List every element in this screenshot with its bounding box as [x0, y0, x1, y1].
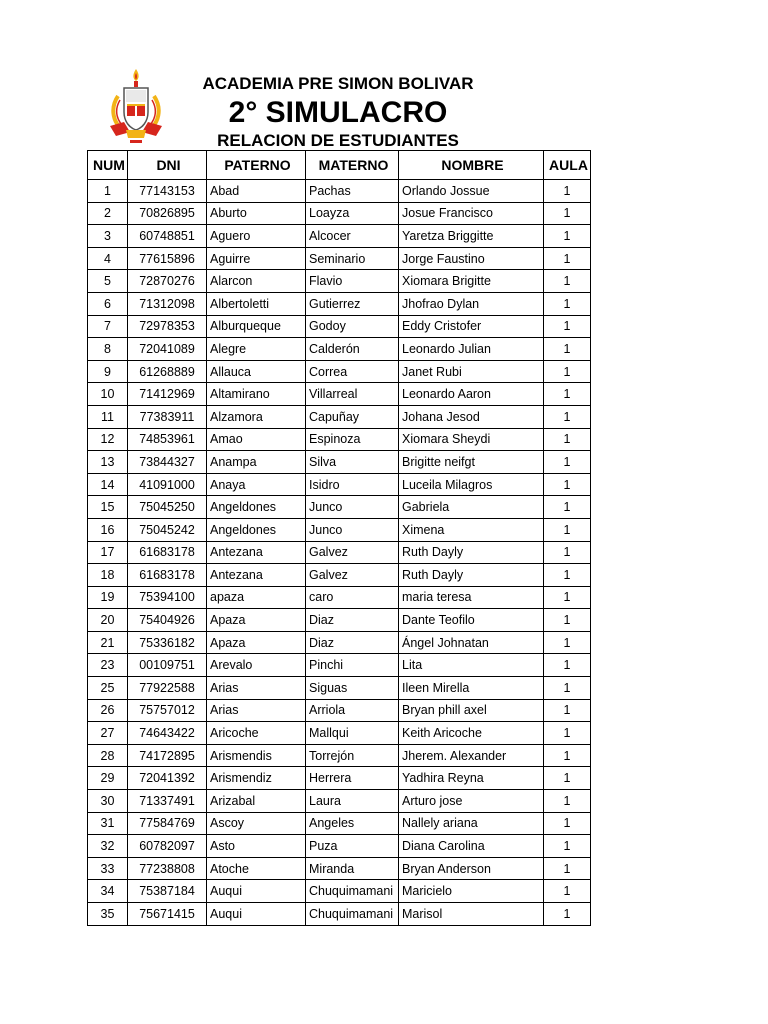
cell-dni: 77584769 — [128, 812, 207, 835]
cell-num: 12 — [88, 428, 128, 451]
cell-num: 21 — [88, 631, 128, 654]
cell-paterno: Anampa — [207, 451, 306, 474]
cell-dni: 77922588 — [128, 677, 207, 700]
cell-materno: Mallqui — [306, 722, 399, 745]
column-header-paterno: PATERNO — [207, 151, 306, 180]
cell-aula: 1 — [544, 315, 591, 338]
table-row — [88, 880, 591, 903]
cell-nombre: Leonardo Julian — [399, 338, 544, 361]
cell-paterno: Auqui — [207, 903, 306, 926]
cell-num: 19 — [88, 586, 128, 609]
cell-materno: Seminario — [306, 247, 399, 270]
table-row — [88, 677, 591, 700]
cell-num: 31 — [88, 812, 128, 835]
cell-dni: 71412969 — [128, 383, 207, 406]
cell-paterno: Apaza — [207, 631, 306, 654]
cell-dni: 75336182 — [128, 631, 207, 654]
cell-num: 35 — [88, 903, 128, 926]
cell-paterno: Arias — [207, 699, 306, 722]
cell-materno: Isidro — [306, 473, 399, 496]
cell-num: 28 — [88, 744, 128, 767]
table-row — [88, 202, 591, 225]
cell-nombre: Keith Aricoche — [399, 722, 544, 745]
cell-dni: 77238808 — [128, 857, 207, 880]
table-row — [88, 564, 591, 587]
cell-materno: Silva — [306, 451, 399, 474]
cell-nombre: maria teresa — [399, 586, 544, 609]
table-row — [88, 180, 591, 203]
cell-nombre: Janet Rubi — [399, 360, 544, 383]
cell-nombre: Jherem. Alexander — [399, 744, 544, 767]
table-row — [88, 292, 591, 315]
cell-num: 26 — [88, 699, 128, 722]
table-row — [88, 654, 591, 677]
cell-aula: 1 — [544, 835, 591, 858]
cell-nombre: Leonardo Aaron — [399, 383, 544, 406]
cell-materno: Alcocer — [306, 225, 399, 248]
cell-aula: 1 — [544, 518, 591, 541]
cell-aula: 1 — [544, 202, 591, 225]
cell-materno: Chuquimamani — [306, 880, 399, 903]
cell-nombre: Ruth Dayly — [399, 541, 544, 564]
cell-aula: 1 — [544, 270, 591, 293]
cell-paterno: Apaza — [207, 609, 306, 632]
cell-num: 25 — [88, 677, 128, 700]
cell-dni: 75045250 — [128, 496, 207, 519]
cell-nombre: Eddy Cristofer — [399, 315, 544, 338]
cell-num: 9 — [88, 360, 128, 383]
cell-aula: 1 — [544, 880, 591, 903]
cell-aula: 1 — [544, 903, 591, 926]
cell-paterno: Aguero — [207, 225, 306, 248]
cell-aula: 1 — [544, 292, 591, 315]
table-row — [88, 518, 591, 541]
table-row — [88, 451, 591, 474]
cell-paterno: Abad — [207, 180, 306, 203]
cell-dni: 75671415 — [128, 903, 207, 926]
cell-dni: 75387184 — [128, 880, 207, 903]
cell-nombre: Arturo jose — [399, 790, 544, 813]
cell-nombre: Maricielo — [399, 880, 544, 903]
table-row — [88, 247, 591, 270]
cell-dni: 75045242 — [128, 518, 207, 541]
cell-num: 17 — [88, 541, 128, 564]
cell-aula: 1 — [544, 473, 591, 496]
cell-num: 27 — [88, 722, 128, 745]
table-row — [88, 631, 591, 654]
cell-dni: 41091000 — [128, 473, 207, 496]
table-row — [88, 473, 591, 496]
table-row — [88, 496, 591, 519]
cell-num: 20 — [88, 609, 128, 632]
cell-num: 32 — [88, 835, 128, 858]
cell-paterno: Allauca — [207, 360, 306, 383]
cell-nombre: Marisol — [399, 903, 544, 926]
cell-materno: Galvez — [306, 541, 399, 564]
column-header-nombre: NOMBRE — [399, 151, 544, 180]
cell-materno: Godoy — [306, 315, 399, 338]
cell-dni: 74643422 — [128, 722, 207, 745]
cell-materno: Flavio — [306, 270, 399, 293]
cell-num: 7 — [88, 315, 128, 338]
cell-materno: Siguas — [306, 677, 399, 700]
cell-dni: 74172895 — [128, 744, 207, 767]
cell-dni: 72041089 — [128, 338, 207, 361]
cell-aula: 1 — [544, 586, 591, 609]
cell-nombre: Jorge Faustino — [399, 247, 544, 270]
table-row — [88, 225, 591, 248]
cell-paterno: Auqui — [207, 880, 306, 903]
cell-nombre: Luceila Milagros — [399, 473, 544, 496]
table-row — [88, 315, 591, 338]
cell-materno: Angeles — [306, 812, 399, 835]
cell-aula: 1 — [544, 767, 591, 790]
cell-paterno: Atoche — [207, 857, 306, 880]
cell-materno: Laura — [306, 790, 399, 813]
cell-num: 14 — [88, 473, 128, 496]
cell-num: 10 — [88, 383, 128, 406]
cell-aula: 1 — [544, 541, 591, 564]
cell-dni: 72978353 — [128, 315, 207, 338]
cell-paterno: Arismendis — [207, 744, 306, 767]
table-row — [88, 699, 591, 722]
cell-paterno: Arizabal — [207, 790, 306, 813]
cell-aula: 1 — [544, 428, 591, 451]
cell-paterno: Alarcon — [207, 270, 306, 293]
cell-num: 13 — [88, 451, 128, 474]
column-header-materno: MATERNO — [306, 151, 399, 180]
cell-nombre: Nallely ariana — [399, 812, 544, 835]
cell-nombre: Bryan phill axel — [399, 699, 544, 722]
cell-materno: Calderón — [306, 338, 399, 361]
cell-materno: Torrejón — [306, 744, 399, 767]
table-row — [88, 609, 591, 632]
cell-dni: 77143153 — [128, 180, 207, 203]
cell-paterno: Antezana — [207, 564, 306, 587]
cell-dni: 61683178 — [128, 564, 207, 587]
cell-nombre: Gabriela — [399, 496, 544, 519]
cell-num: 23 — [88, 654, 128, 677]
cell-dni: 73844327 — [128, 451, 207, 474]
cell-materno: Capuñay — [306, 405, 399, 428]
cell-nombre: Diana Carolina — [399, 835, 544, 858]
table-row — [88, 405, 591, 428]
cell-dni: 70826895 — [128, 202, 207, 225]
cell-dni: 61268889 — [128, 360, 207, 383]
cell-nombre: Bryan Anderson — [399, 857, 544, 880]
cell-materno: Arriola — [306, 699, 399, 722]
cell-nombre: Ruth Dayly — [399, 564, 544, 587]
cell-dni: 74853961 — [128, 428, 207, 451]
cell-nombre: Orlando Jossue — [399, 180, 544, 203]
cell-dni: 71312098 — [128, 292, 207, 315]
cell-dni: 60748851 — [128, 225, 207, 248]
table-row — [88, 857, 591, 880]
cell-num: 30 — [88, 790, 128, 813]
column-header-aula: AULA — [544, 151, 591, 180]
table-row — [88, 428, 591, 451]
cell-aula: 1 — [544, 405, 591, 428]
cell-paterno: Alburqueque — [207, 315, 306, 338]
cell-nombre: Johana Jesod — [399, 405, 544, 428]
cell-paterno: Antezana — [207, 541, 306, 564]
cell-materno: Correa — [306, 360, 399, 383]
cell-nombre: Josue Francisco — [399, 202, 544, 225]
page-title: 2° SIMULACRO — [228, 96, 448, 129]
cell-aula: 1 — [544, 564, 591, 587]
cell-nombre: Ximena — [399, 518, 544, 541]
cell-aula: 1 — [544, 496, 591, 519]
table-row — [88, 903, 591, 926]
cell-paterno: Aburto — [207, 202, 306, 225]
cell-paterno: Alegre — [207, 338, 306, 361]
cell-aula: 1 — [544, 180, 591, 203]
cell-materno: Galvez — [306, 564, 399, 587]
cell-dni: 71337491 — [128, 790, 207, 813]
cell-aula: 1 — [544, 677, 591, 700]
cell-nombre: Brigitte neifgt — [399, 451, 544, 474]
cell-num: 18 — [88, 564, 128, 587]
cell-aula: 1 — [544, 699, 591, 722]
page-subtitle: RELACION DE ESTUDIANTES — [217, 131, 459, 150]
cell-aula: 1 — [544, 654, 591, 677]
cell-num: 6 — [88, 292, 128, 315]
cell-paterno: apaza — [207, 586, 306, 609]
cell-paterno: Aguirre — [207, 247, 306, 270]
cell-paterno: Albertoletti — [207, 292, 306, 315]
cell-paterno: Anaya — [207, 473, 306, 496]
cell-paterno: Aricoche — [207, 722, 306, 745]
column-header-num: NUM — [88, 151, 128, 180]
table-row — [88, 812, 591, 835]
cell-materno: Espinoza — [306, 428, 399, 451]
cell-materno: Loayza — [306, 202, 399, 225]
cell-num: 11 — [88, 405, 128, 428]
cell-aula: 1 — [544, 790, 591, 813]
table-row — [88, 541, 591, 564]
cell-nombre: Ángel Johnatan — [399, 631, 544, 654]
cell-aula: 1 — [544, 812, 591, 835]
cell-materno: Pinchi — [306, 654, 399, 677]
table-row — [88, 722, 591, 745]
cell-paterno: Arias — [207, 677, 306, 700]
cell-dni: 00109751 — [128, 654, 207, 677]
cell-dni: 72870276 — [128, 270, 207, 293]
cell-aula: 1 — [544, 631, 591, 654]
table-row — [88, 383, 591, 406]
cell-materno: Villarreal — [306, 383, 399, 406]
cell-paterno: Altamirano — [207, 383, 306, 406]
cell-num: 34 — [88, 880, 128, 903]
cell-num: 2 — [88, 202, 128, 225]
cell-nombre: Ileen Mirella — [399, 677, 544, 700]
column-header-dni: DNI — [128, 151, 207, 180]
cell-materno: Herrera — [306, 767, 399, 790]
cell-nombre: Yadhira Reyna — [399, 767, 544, 790]
cell-nombre: Yaretza Briggitte — [399, 225, 544, 248]
cell-materno: Puza — [306, 835, 399, 858]
table-row — [88, 270, 591, 293]
cell-paterno: Angeldones — [207, 518, 306, 541]
cell-dni: 75404926 — [128, 609, 207, 632]
cell-materno: Chuquimamani — [306, 903, 399, 926]
cell-materno: Diaz — [306, 609, 399, 632]
cell-paterno: Arismendiz — [207, 767, 306, 790]
table-row — [88, 790, 591, 813]
cell-num: 1 — [88, 180, 128, 203]
cell-aula: 1 — [544, 722, 591, 745]
cell-materno: Gutierrez — [306, 292, 399, 315]
cell-aula: 1 — [544, 744, 591, 767]
cell-num: 29 — [88, 767, 128, 790]
cell-paterno: Amao — [207, 428, 306, 451]
cell-materno: caro — [306, 586, 399, 609]
cell-aula: 1 — [544, 451, 591, 474]
cell-paterno: Arevalo — [207, 654, 306, 677]
cell-dni: 61683178 — [128, 541, 207, 564]
cell-dni: 75757012 — [128, 699, 207, 722]
cell-aula: 1 — [544, 857, 591, 880]
table-row — [88, 360, 591, 383]
cell-paterno: Ascoy — [207, 812, 306, 835]
cell-num: 16 — [88, 518, 128, 541]
cell-materno: Diaz — [306, 631, 399, 654]
table-row — [88, 767, 591, 790]
cell-num: 5 — [88, 270, 128, 293]
students-table — [87, 150, 591, 926]
cell-num: 33 — [88, 857, 128, 880]
cell-dni: 75394100 — [128, 586, 207, 609]
cell-dni: 77615896 — [128, 247, 207, 270]
cell-paterno: Asto — [207, 835, 306, 858]
cell-aula: 1 — [544, 338, 591, 361]
cell-paterno: Alzamora — [207, 405, 306, 428]
cell-num: 8 — [88, 338, 128, 361]
academy-name: ACADEMIA PRE SIMON BOLIVAR — [202, 74, 474, 93]
cell-dni: 77383911 — [128, 405, 207, 428]
cell-aula: 1 — [544, 247, 591, 270]
table-row — [88, 744, 591, 767]
cell-nombre: Lita — [399, 654, 544, 677]
cell-paterno: Angeldones — [207, 496, 306, 519]
table-row — [88, 835, 591, 858]
table-header-row — [88, 151, 591, 180]
table-row — [88, 338, 591, 361]
cell-nombre: Dante Teofilo — [399, 609, 544, 632]
cell-nombre: Xiomara Brigitte — [399, 270, 544, 293]
cell-num: 15 — [88, 496, 128, 519]
cell-aula: 1 — [544, 360, 591, 383]
table-row — [88, 586, 591, 609]
cell-num: 4 — [88, 247, 128, 270]
cell-nombre: Xiomara Sheydi — [399, 428, 544, 451]
cell-materno: Junco — [306, 518, 399, 541]
cell-aula: 1 — [544, 225, 591, 248]
cell-dni: 72041392 — [128, 767, 207, 790]
cell-aula: 1 — [544, 383, 591, 406]
cell-dni: 60782097 — [128, 835, 207, 858]
cell-materno: Miranda — [306, 857, 399, 880]
cell-num: 3 — [88, 225, 128, 248]
cell-materno: Junco — [306, 496, 399, 519]
cell-nombre: Jhofrao Dylan — [399, 292, 544, 315]
cell-materno: Pachas — [306, 180, 399, 203]
cell-aula: 1 — [544, 609, 591, 632]
